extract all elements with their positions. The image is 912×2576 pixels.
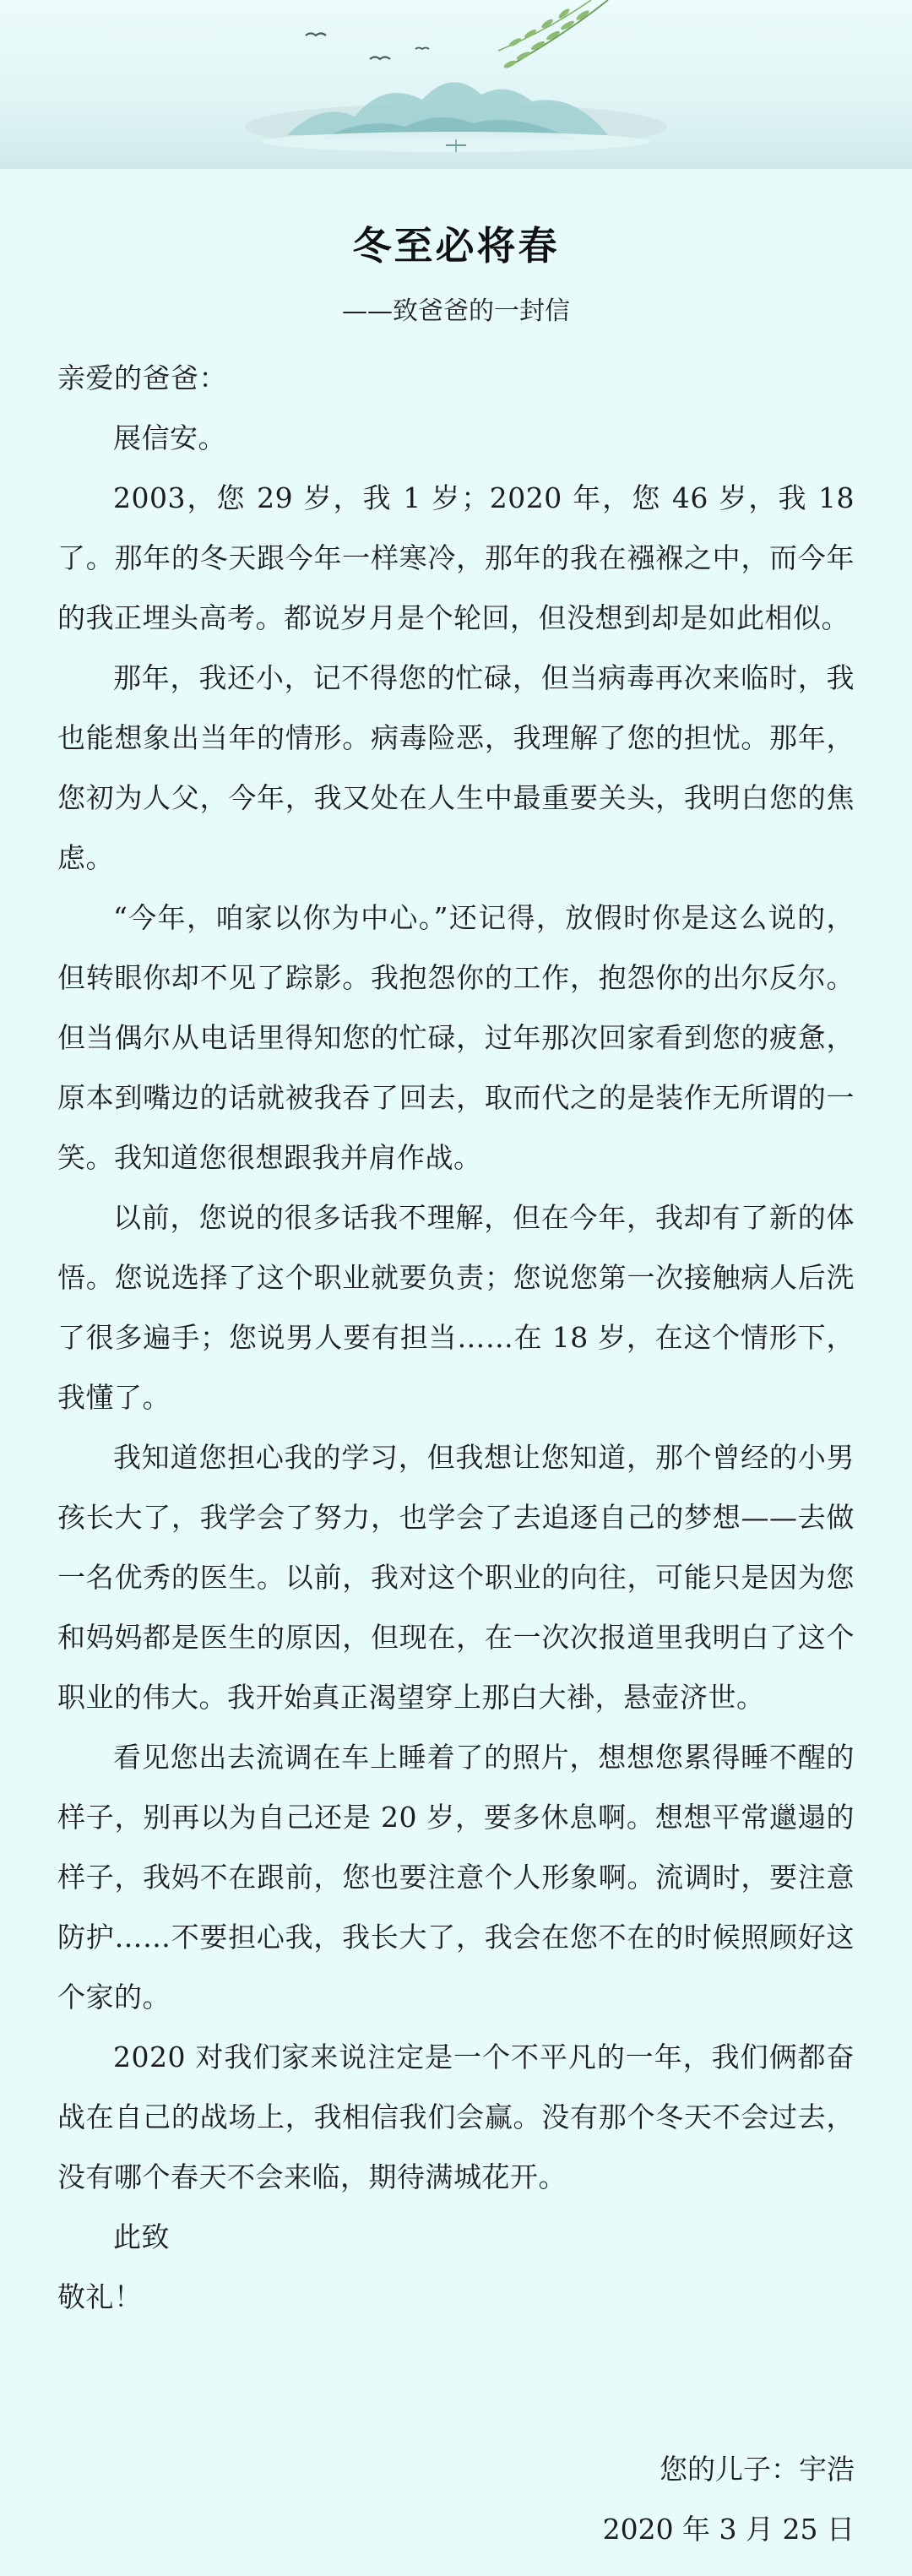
letter-subtitle: ——致爸爸的一封信: [342, 296, 570, 326]
letter-paragraph: 以前，您说的很多话我不理解，但在今年，我却有了新的体悟。您说选择了这个职业就要负责；您说您第一次接触病人后洗了很多遍手；您说男人要有担当……在 18 岁，在这个情形下，我懂了。: [57, 1201, 855, 1414]
letter-signature-block: [603, 2439, 855, 2559]
letter-paragraph: 我知道您担心我的学习，但我想让您知道，那个曾经的小男孩长大了，我学会了努力，也学会了去追逐自己的梦想——去做一名优秀的医生。以前，我对这个职业的向往，可能只是因为您和妈妈都是医生的原因，但现在，在一次次报道里我明白了这个职业的伟大。我开始真正渴望穿上那白大褂，悬壶济世。: [57, 1441, 855, 1714]
landscape-art: [0, 0, 912, 169]
header-landscape-illustration: [0, 0, 912, 169]
letter-paragraph: 2020 对我们家来说注定是一个不平凡的一年，我们俩都奋战在自己的战场上，我相信我们会赢。没有那个冬天不会过去，没有哪个春天不会来临，期待满城花开。: [57, 2041, 855, 2193]
letter-paragraph: 那年，我还小，记不得您的忙碌，但当病毒再次来临时，我也能想象出当年的情形。病毒险恶，我理解了您的担忧。那年，您初为人父，今年，我又处在人生中最重要关头，我明白您的焦虑。: [57, 661, 855, 874]
letter-regards: 敬礼！: [57, 2280, 143, 2313]
letter-title: 冬至必将春: [352, 223, 560, 269]
letter-paragraph: 看见您出去流调在车上睡着了的照片，想想您累得睡不醒的样子，别再以为自己还是 20 岁，要多休息啊。想想平常邋遢的样子，我妈不在跟前，您也要注意个人形象啊。流调时，要注意防护……不要担心我，我长大了，我会在您不在的时候照顾好这个家的。: [57, 1741, 855, 2014]
letter-body: [57, 348, 855, 2327]
letter-paragraph: 2003，您 29 岁，我 1 岁；2020 年，您 46 岁，我 18 了。那年的冬天跟今年一样寒冷，那年的我在襁褓之中，而今年的我正埋头高考。都说岁月是个轮回，但没想到却是如此相似。: [57, 481, 855, 634]
letter-signature: 您的儿子：宇浩: [660, 2453, 855, 2486]
letter-date: 2020 年 3 月 25 日: [602, 2513, 855, 2546]
letter-paragraph: “今年，咱家以你为中心。”还记得，放假时你是这么说的，但转眼你却不见了踪影。我抱怨你的工作，抱怨你的出尔反尔。但当偶尔从电话里得知您的忙碌，过年那次回家看到您的疲惫，原本到嘴边的话就被我吞了回去，取而代之的是装作无所谓的一笑。我知道您很想跟我并肩作战。: [57, 901, 855, 1174]
letter-closing: 此致: [113, 2220, 170, 2253]
letter-greeting: 展信安。: [113, 421, 226, 454]
letter-salutation: 亲爱的爸爸：: [57, 361, 227, 394]
